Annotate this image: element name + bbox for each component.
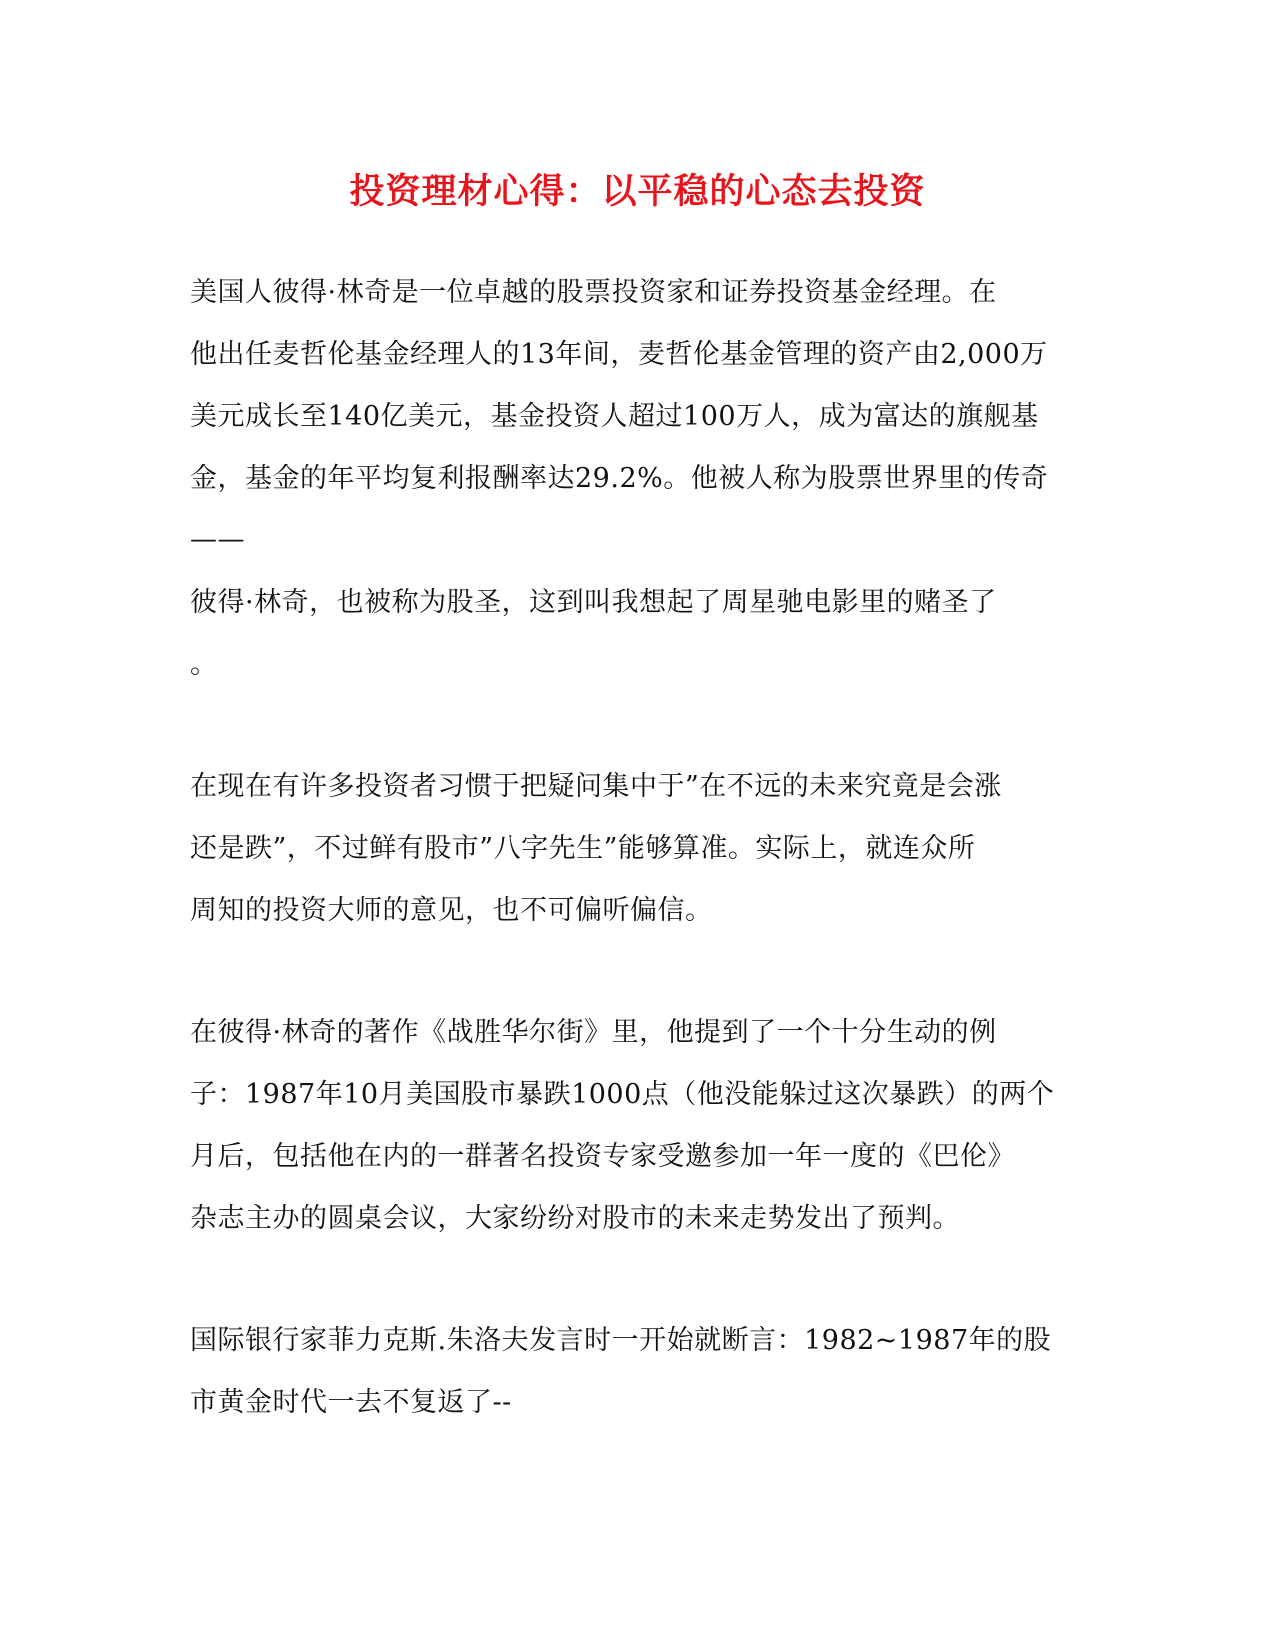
paragraph-1-line-3: 美元成长至140亿美元，基金投资人超过100万人，成为富达的旗舰基 [190, 401, 1039, 432]
paragraph-2-line-1: 在现在有许多投资者习惯于把疑问集中于”在不远的未来究竟是会涨 [190, 771, 1002, 802]
paragraph-1-line-7: 。 [190, 649, 218, 680]
document-title: 投资理材心得：以平稳的心态去投资 [349, 171, 926, 212]
paragraph-1-line-2: 他出任麦哲伦基金经理人的13年间，麦哲伦基金管理的资产由2,000万 [190, 339, 1048, 370]
paragraph-3-line-2: 子：1987年10月美国股市暴跌1000点（他没能躲过这次暴跌）的两个 [190, 1079, 1055, 1110]
paragraph-4-line-1: 国际银行家菲力克斯.朱洛夫发言时一开始就断言：1982~1987年的股 [190, 1325, 1052, 1356]
paragraph-3-line-4: 杂志主办的圆桌会议，大家纷纷对股市的未来走势发出了预判。 [190, 1203, 960, 1234]
paragraph-1-line-4: 金，基金的年平均复利报酬率达29.2%。他被人称为股票世界里的传奇 [190, 463, 1049, 494]
paragraph-1-line-1: 美国人彼得·林奇是一位卓越的股票投资家和证券投资基金经理。在 [190, 277, 997, 308]
paragraph-3-line-1: 在彼得·林奇的著作《战胜华尔街》里，他提到了一个十分生动的例 [190, 1017, 997, 1048]
paragraph-1-line-6: 彼得·林奇，也被称为股圣，这到叫我想起了周星驰电影里的赌圣了 [190, 587, 997, 618]
paragraph-1-line-5: —— [190, 524, 245, 555]
paragraph-2-line-3: 周知的投资大师的意见，也不可偏听偏信。 [190, 895, 713, 926]
paragraph-4-line-2: 市黄金时代一去不复返了-- [190, 1387, 512, 1418]
paragraph-2-line-2: 还是跌”，不过鲜有股市”八字先生”能够算准。实际上，就连众所 [190, 833, 976, 864]
paragraph-3-line-3: 月后，包括他在内的一群著名投资专家受邀参加一年一度的《巴伦》 [190, 1141, 1015, 1172]
